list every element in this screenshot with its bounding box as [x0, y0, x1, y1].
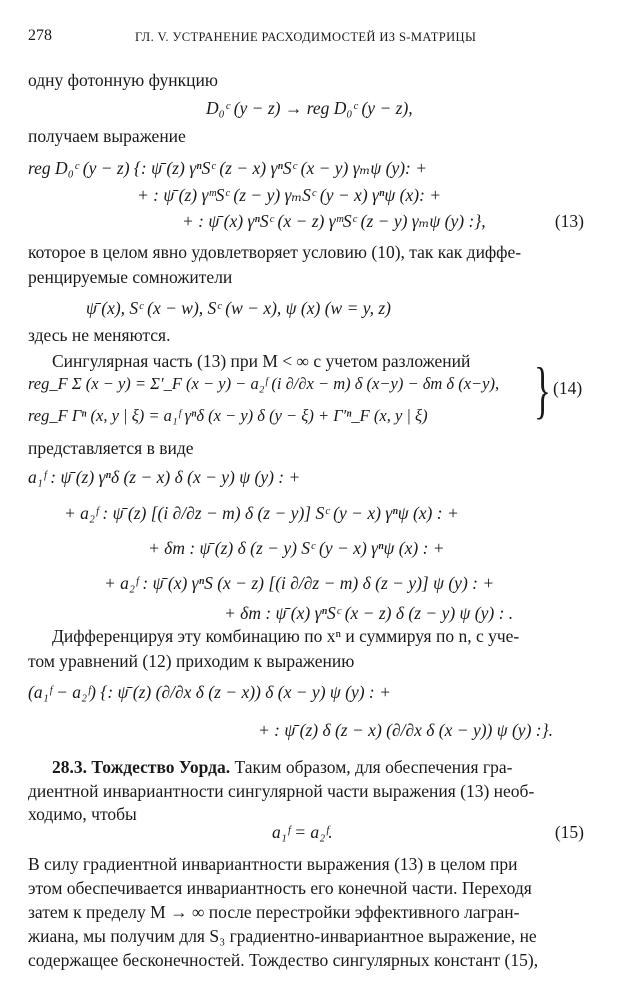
formula-line: reg D₀ᶜ (y − z) {: ψ̄ (z) γⁿSᶜ (z − x) γⁿSᶜ (x − y) γₘψ (y): + — [28, 158, 428, 178]
equation-number: (13) — [554, 211, 584, 231]
text-line: Сингулярная часть (13) при M < ∞ с учетом разложений — [52, 351, 471, 371]
formula-line: + δm : ψ̄ (z) δ (z − y) Sᶜ (y − x) γⁿψ (x) : + — [148, 538, 445, 558]
running-head: ГЛ. V. УСТРАНЕНИЕ РАСХОДИМОСТЕЙ ИЗ S-МАТРИЦЫ — [135, 30, 477, 44]
text-line: здесь не меняются. — [28, 325, 171, 345]
right-brace: } — [534, 354, 551, 425]
formula-line: + : ψ̄ (z) δ (z − x) (∂/∂x δ (x − y)) ψ (y) :}. — [258, 720, 553, 740]
formula-line: ψ̄ (x), Sᶜ (x − w), Sᶜ (w − x), ψ (x) (w = y, z) — [86, 298, 391, 318]
text-line: том уравнений (12) приходим к выражению — [28, 651, 355, 671]
text-line: Таким образом, для обеспечения гра- — [230, 757, 513, 777]
page-number: 278 — [28, 27, 52, 44]
text-line: получаем выражение — [28, 126, 186, 146]
text-line: содержащее бесконечностей. Тождество сингулярных констант (15), — [28, 950, 539, 970]
text-line: которое в целом явно удовлетворяет условию (10), так как диффе- — [28, 242, 522, 262]
section-paragraph — [52, 759, 512, 777]
text-line: ходимо, чтобы — [28, 804, 137, 824]
formula-line: (a₁ᶠ − a₂ᶠ) {: ψ̄ (z) (∂/∂x δ (z − x)) δ (x − y) ψ (y) : + — [28, 682, 391, 702]
text-line: затем к пределу M → ∞ после перестройки эффективного лагран- — [28, 902, 520, 922]
section-heading: 28.3. Тождество Уорда. — [52, 757, 231, 777]
equation-number: (14) — [553, 378, 583, 398]
formula-line: + δm : ψ̄ (x) γⁿSᶜ (x − z) δ (z − y) ψ (y) : . — [224, 603, 514, 623]
formula-line: + a₂ᶠ : ψ̄ (z) [(i ∂/∂z − m) δ (z − y)] Sᶜ (y − x) γⁿψ (x) : + — [64, 503, 459, 523]
formula-line: a₁ᶠ = a₂ᶠ. — [272, 822, 333, 842]
text-line: представляется в виде — [28, 438, 194, 458]
text-line: жиана, мы получим для S₃ градиентно-инвариантное выражение, не — [28, 926, 537, 946]
formula-line: a₁ᶠ : ψ̄ (z) γⁿδ (z − x) δ (x − y) ψ (y) : + — [28, 467, 301, 487]
formula-line: reg_F Γⁿ (x, y | ξ) = a₁ᶠ γⁿδ (x − y) δ (y − ξ) + Γ′ⁿ_F (x, y | ξ) — [28, 406, 428, 425]
formula-line: D₀ᶜ (y − z) → reg D₀ᶜ (y − z), — [206, 98, 413, 118]
formula-line: + : ψ̄ (x) γⁿSᶜ (x − z) γᵐSᶜ (z − y) γₘψ (y) :}, — [182, 211, 486, 231]
equation-number: (15) — [554, 822, 584, 842]
formula-line: + : ψ̄ (z) γᵐSᶜ (z − y) γₘSᶜ (y − x) γⁿψ (x): + — [137, 185, 442, 205]
formula-line: + a₂ᶠ : ψ̄ (x) γⁿS (x − z) [(i ∂/∂z − m) δ (z − y)] ψ (y) : + — [104, 573, 495, 593]
text-line: одну фотонную функцию — [28, 70, 218, 90]
text-line: этом обеспечивается инвариантность его конечной части. Переходя — [28, 878, 532, 898]
text-line: Дифференцируя эту комбинацию по xⁿ и суммируя по n, с уче- — [52, 626, 520, 646]
text-line: диентной инвариантности сингулярной части выражения (13) необ- — [28, 781, 535, 801]
text-line: В силу градиентной инвариантности выражения (13) в целом при — [28, 854, 518, 874]
formula-line: reg_F Σ (x − y) = Σ′_F (x − y) − a₂ᶠ (i ∂/∂x − m) δ (x−y) − δm δ (x−y), — [28, 374, 500, 393]
text-line: ренцируемые сомножители — [28, 267, 233, 287]
